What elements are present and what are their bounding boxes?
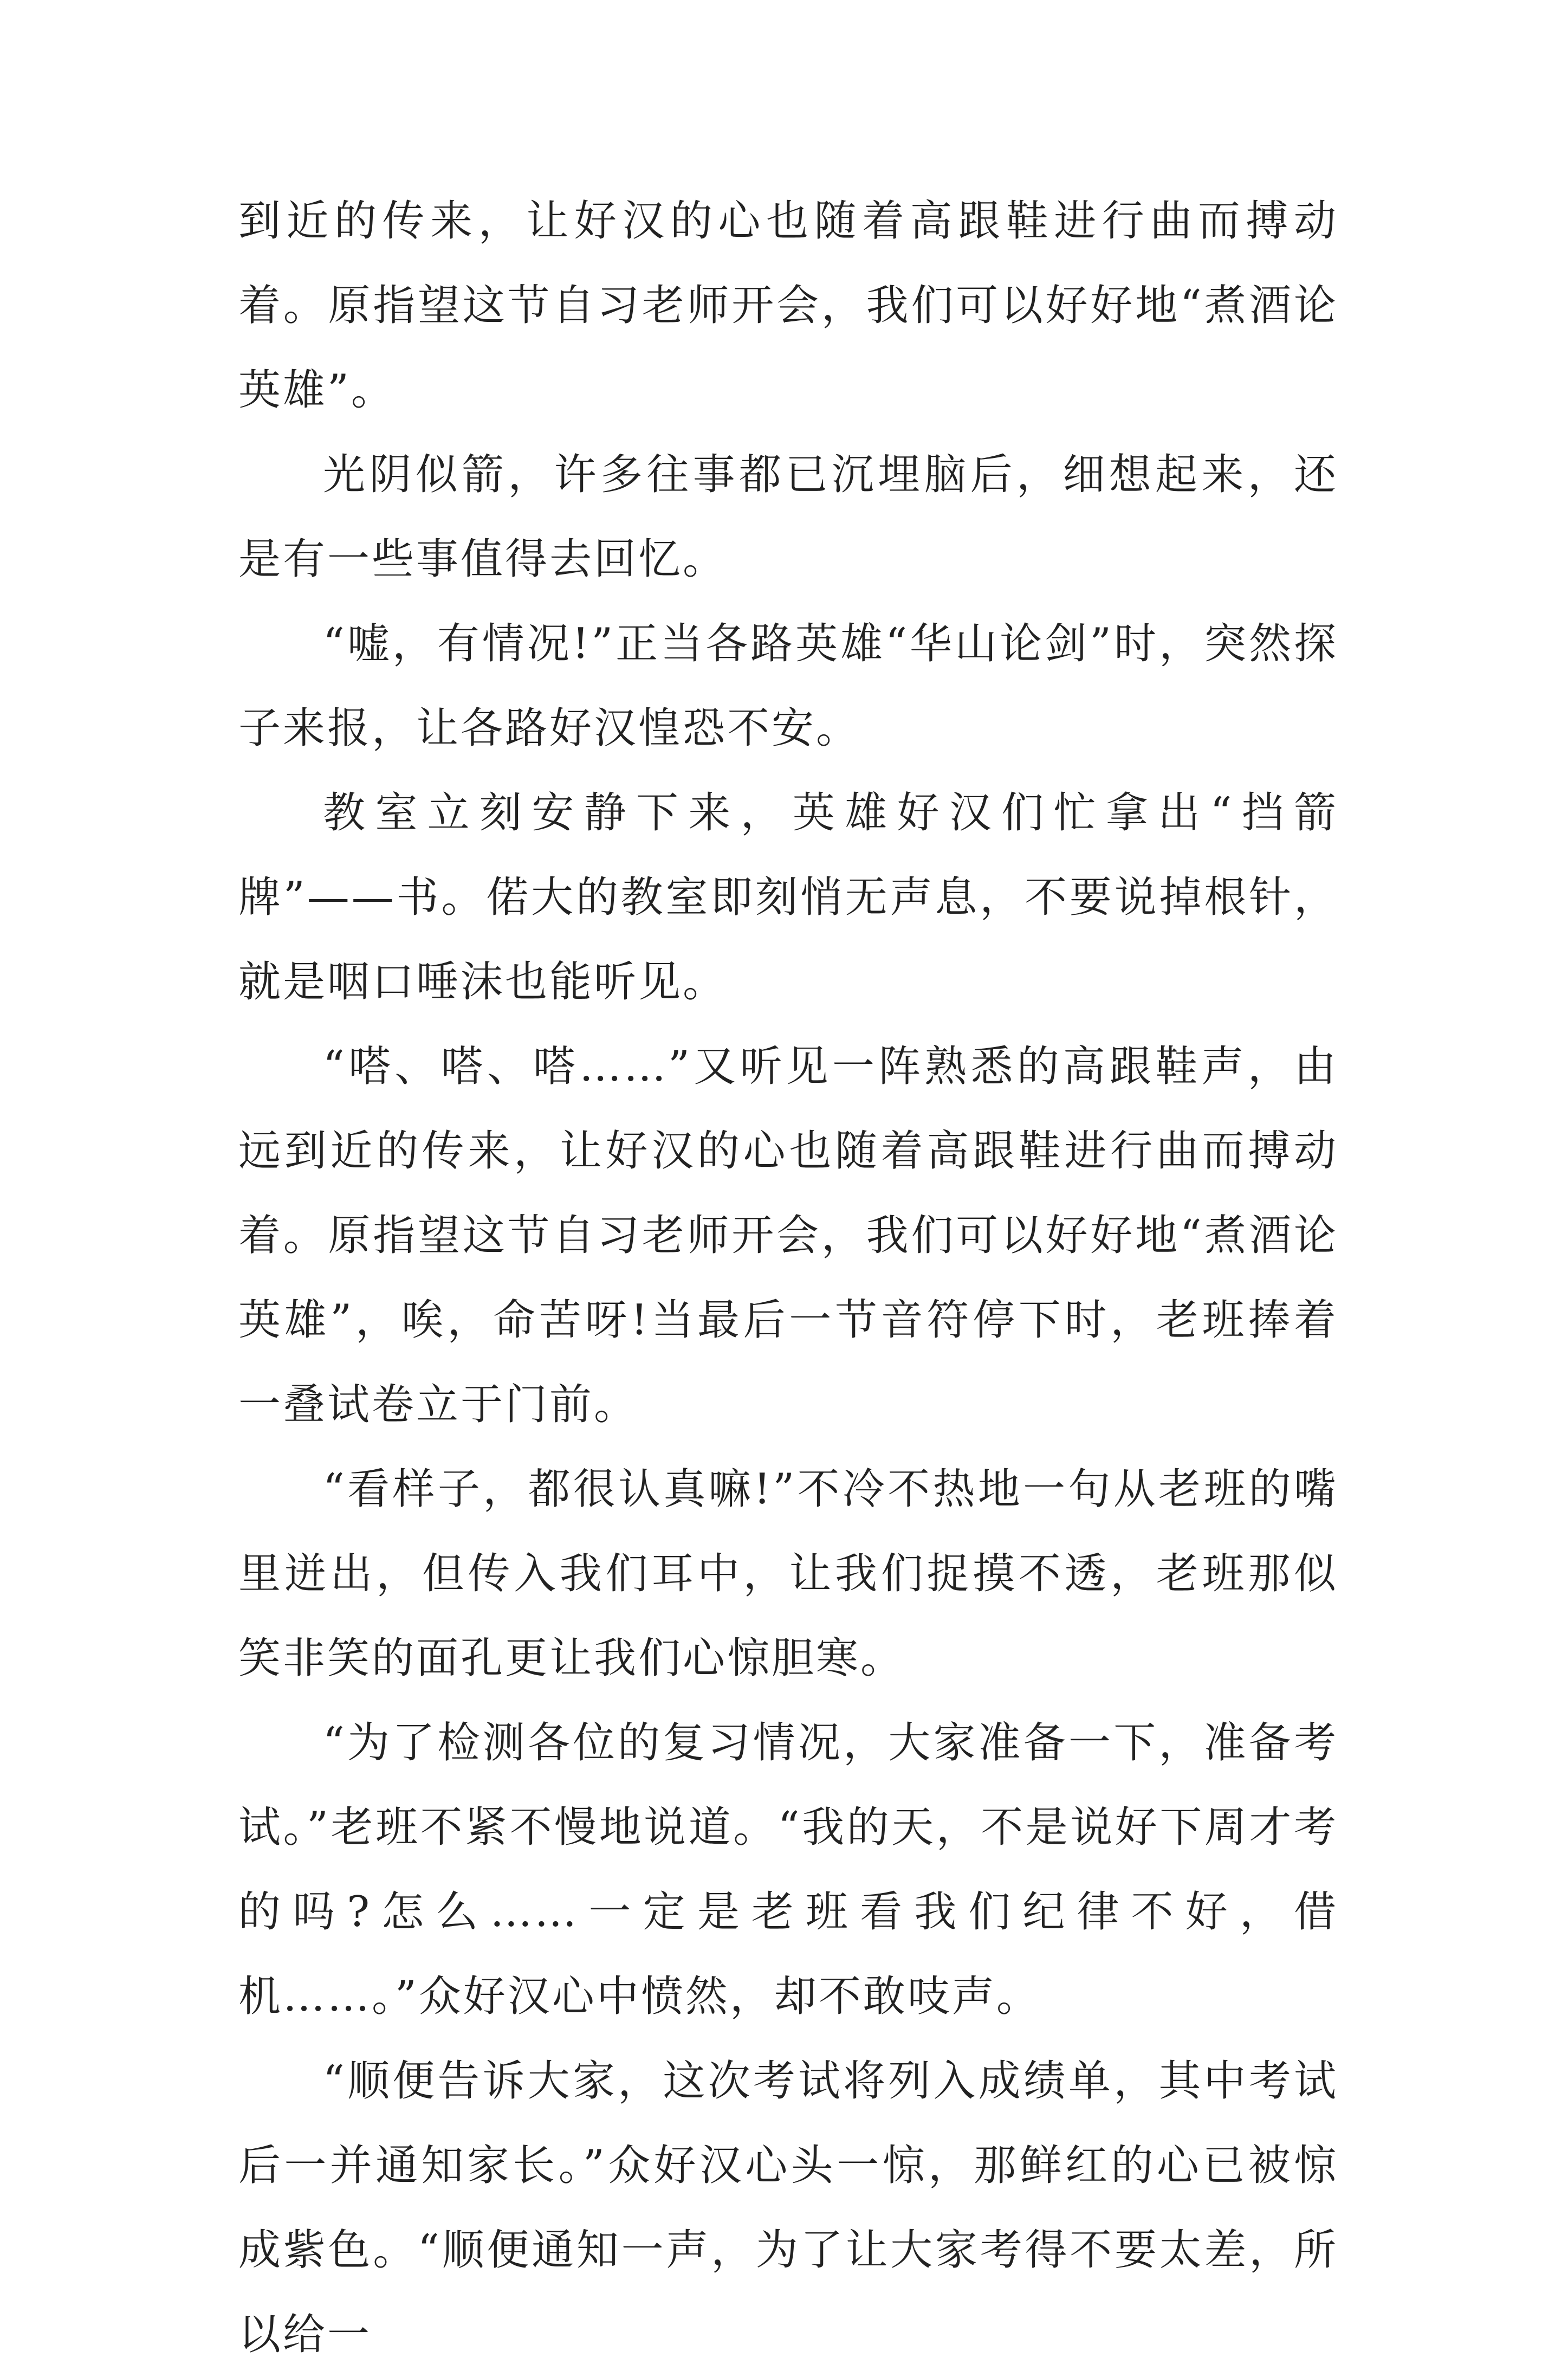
paragraph-1: 到近的传来，让好汉的心也随着高跟鞋进行曲而搏动着。原指望这节自习老师开会，我们可以好好地“煮酒论英雄”。: [238, 197, 1338, 415]
paragraph-4: 教室立刻安静下来，英雄好汉们忙拿出“挡箭牌”——书。偌大的教室即刻悄无声息，不要说掉根针，就是咽口唾沫也能听见。: [238, 789, 1338, 1006]
paragraph-2: 光阴似箭，许多往事都已沉埋脑后，细想起来，还是有一些事值得去回忆。: [238, 450, 1338, 584]
paragraph-5: “嗒、嗒、嗒……”又听见一阵熟悉的高跟鞋声，由远到近的传来，让好汉的心也随着高跟鞋进行曲而搏动着。原指望这节自习老师开会，我们可以好好地“煮酒论英雄”，唉，命苦呀!当最后一节音符停下时，老班捧着一叠试卷立于门前。: [238, 1042, 1338, 1429]
paragraph-8: “顺便告诉大家，这次考试将列入成绩单，其中考试后一并通知家长。”众好汉心头一惊，那鲜红的心已被惊成紫色。“顺便通知一声，为了让大家考得不要太差，所以给一: [238, 2057, 1338, 2359]
paragraph-3: “嘘，有情况!”正当各路英雄“华山论剑”时，突然探子来报，让各路好汉惶恐不安。: [238, 619, 1338, 753]
paragraph-6: “看样子，都很认真嘛!”不冷不热地一句从老班的嘴里迸出，但传入我们耳中，让我们捉摸不透，老班那似笑非笑的面孔更让我们心惊胆寒。: [238, 1465, 1338, 1683]
paragraph-7: “为了检测各位的复习情况，大家准备一下，准备考试。”老班不紧不慢地说道。“我的天，不是说好下周才考的吗?怎么……一定是老班看我们纪律不好，借机……。”众好汉心中愤然，却不敢吱声。: [238, 1719, 1338, 2021]
body-text: [238, 179, 1338, 2377]
